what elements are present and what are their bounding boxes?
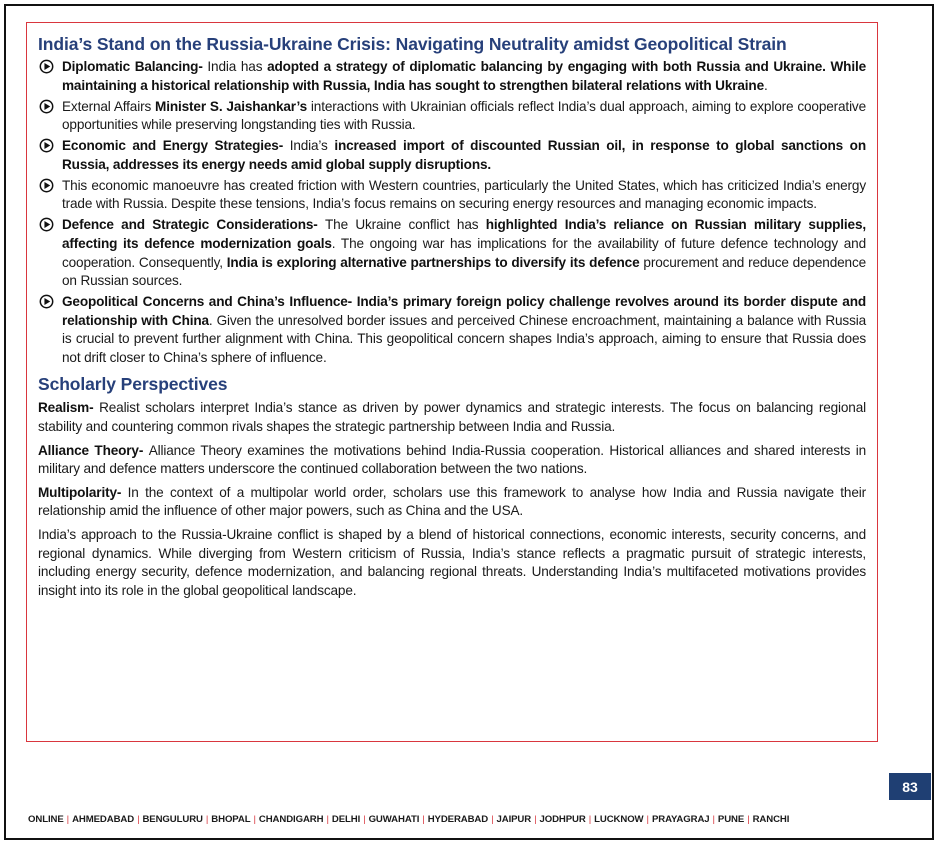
bold-text-run: India is exploring alternative partnerships to diversify its defence — [226, 254, 640, 270]
bullet-item — [38, 216, 866, 290]
text-run: Alliance Theory examines the motivations behind India-Russia cooperation. Historical alliances and shared interests in military and defence matters underscore the continued collaboration between the two nations. — [38, 442, 866, 477]
circled-arrow-bullet-icon — [39, 178, 54, 193]
footer-city: AHMEDABAD — [72, 814, 135, 825]
footer-city: JODHPUR — [539, 814, 586, 825]
bold-text-run: Diplomatic Balancing- — [62, 59, 208, 74]
scholarly-perspectives-title: Scholarly Perspectives — [38, 374, 228, 395]
text-run: The Ukraine conflict has — [325, 217, 486, 233]
footer-city: HYDERABAD — [427, 814, 489, 825]
circled-arrow-bullet-icon — [39, 217, 54, 232]
text-run: . The ongoing war has implications for the availability of future defence technology and cooperation. Consequently, — [62, 235, 866, 270]
footer-city: ONLINE — [28, 814, 64, 825]
perspective-paragraph — [38, 442, 866, 479]
text-run: procurement and reduce dependence on Russian sources. — [62, 254, 866, 289]
circled-arrow-bullet-icon — [39, 294, 54, 309]
footer-city: RANCHI — [752, 814, 790, 825]
text-run: India has — [207, 59, 268, 74]
text-run: This economic manoeuvre has created friction with Western countries, particularly the United States, which has criticized India’s energy trade with Russia. Despite these tensions, India’s focus remains on securing energy resources and managing economic impacts. — [62, 177, 866, 212]
perspective-paragraph — [38, 484, 866, 521]
perspective-paragraph — [38, 399, 866, 436]
bold-text-run: highlighted India’s reliance on Russian military supplies, affecting its defence modernization goals — [62, 217, 866, 251]
content-box — [26, 22, 878, 742]
footer-separator: | — [205, 814, 209, 825]
bullet-text — [62, 216, 866, 290]
bold-text-run: Economic and Energy Strategies- — [62, 138, 290, 154]
text-run: India’s approach to the Russia-Ukraine conflict is shaped by a blend of historical connections, economic interests, security concerns, and regional dynamics. While diverging from Western criticism of Russia, India’s stance reflects a pragmatic pursuit of strategic interests, including energy security, defence modernization, and balancing regional threats. Understanding India’s multifaceted motivations provides insight into its role in the global geopolitical landscape. — [38, 527, 866, 598]
footer-city: PRAYAGRAJ — [651, 814, 710, 825]
footer-separator: | — [326, 814, 329, 825]
perspective-paragraph — [38, 526, 866, 600]
text-run: . Given the unresolved border issues and perceived Chinese encroachment, maintaining a balance with Russia is crucial to prevent further alignment with China. This geopolitical concern shapes India’s approach, aiming to ensure that Russia does not drift closer to China’s sphere of influence. — [62, 312, 866, 365]
bullet-text — [62, 177, 866, 214]
bullet-text — [62, 58, 866, 95]
text-run: . — [763, 77, 768, 93]
circled-arrow-bullet-icon — [39, 99, 54, 114]
footer-separator: | — [253, 814, 256, 825]
footer-city: GUWAHATI — [368, 814, 420, 825]
bullet-text — [62, 293, 866, 367]
footer-separator: | — [137, 814, 140, 825]
footer-city: CHANDIGARH — [258, 814, 324, 825]
circled-arrow-bullet-icon — [39, 59, 54, 74]
bold-text-run: Minister S. Jaishankar’s — [155, 98, 307, 114]
bold-text-run: adopted a strategy of diplomatic balancing by engaging with both Russia and Ukraine. While maintaining a historical relationship with Russia, India has sought to strengthen bilateral relations with Ukraine — [62, 59, 866, 93]
paragraph-list — [38, 399, 866, 600]
footer-city: BHOPAL — [211, 814, 251, 825]
footer-separator: | — [712, 814, 715, 825]
bullet-item — [38, 98, 866, 135]
footer-separator: | — [66, 814, 70, 825]
footer-separator: | — [363, 814, 366, 825]
bold-text-run: Multipolarity- — [38, 484, 128, 500]
footer-city: LUCKNOW — [594, 814, 644, 825]
footer-separator: | — [534, 814, 537, 825]
footer-city: JAIPUR — [496, 814, 532, 825]
bullet-list — [38, 58, 866, 367]
text-run: interactions with Ukrainian officials reflect India’s dual approach, aiming to explore cooperative opportunities while preserving longstanding ties with Russia. — [62, 98, 866, 133]
footer-city: DELHI — [331, 814, 361, 825]
bold-text-run: Defence and Strategic Considerations- — [62, 217, 325, 233]
footer-separator: | — [646, 814, 649, 825]
footer-city: BENGULURU — [142, 814, 203, 825]
bold-text-run: Realism- — [38, 400, 100, 416]
bullet-item — [38, 58, 866, 95]
footer-separator: | — [491, 814, 494, 825]
text-run: India’s — [289, 138, 335, 154]
circled-arrow-bullet-icon — [39, 138, 54, 153]
footer-separator: | — [422, 814, 425, 825]
page-number-badge: 83 — [889, 773, 931, 800]
bullet-text — [62, 137, 866, 174]
footer-city: PUNE — [717, 814, 745, 825]
bullet-item — [38, 293, 866, 367]
text-run: In the context of a multipolar world order, scholars use this framework to analyse how India and Russia navigate their relationship amid the influence of other major powers, such as China and the USA. — [38, 484, 866, 519]
bold-text-run: Alliance Theory- — [38, 442, 149, 458]
text-run: External Affairs — [62, 98, 156, 114]
bullet-text — [62, 98, 866, 135]
bold-text-run: increased import of discounted Russian oil, in response to global sanctions on Russia, addresses its energy needs amid global supply disruptions. — [62, 138, 866, 172]
bullet-item — [38, 177, 866, 214]
section-title: India’s Stand on the Russia-Ukraine Crisis: Navigating Neutrality amidst Geopolitical Strain — [38, 34, 787, 54]
footer-separator: | — [588, 814, 592, 825]
footer-city-list — [28, 814, 908, 825]
footer-separator: | — [747, 814, 750, 825]
bullet-item — [38, 137, 866, 174]
bold-text-run: Geopolitical Concerns and China’s Influence- India’s primary foreign policy challenge revolves around its border dispute and relationship with China — [62, 294, 866, 328]
text-run: Realist scholars interpret India’s stance as driven by power dynamics and strategic interests. The focus on balancing regional stability and countering common rivals shapes the strategic partnership between India and Russia. — [38, 400, 866, 435]
